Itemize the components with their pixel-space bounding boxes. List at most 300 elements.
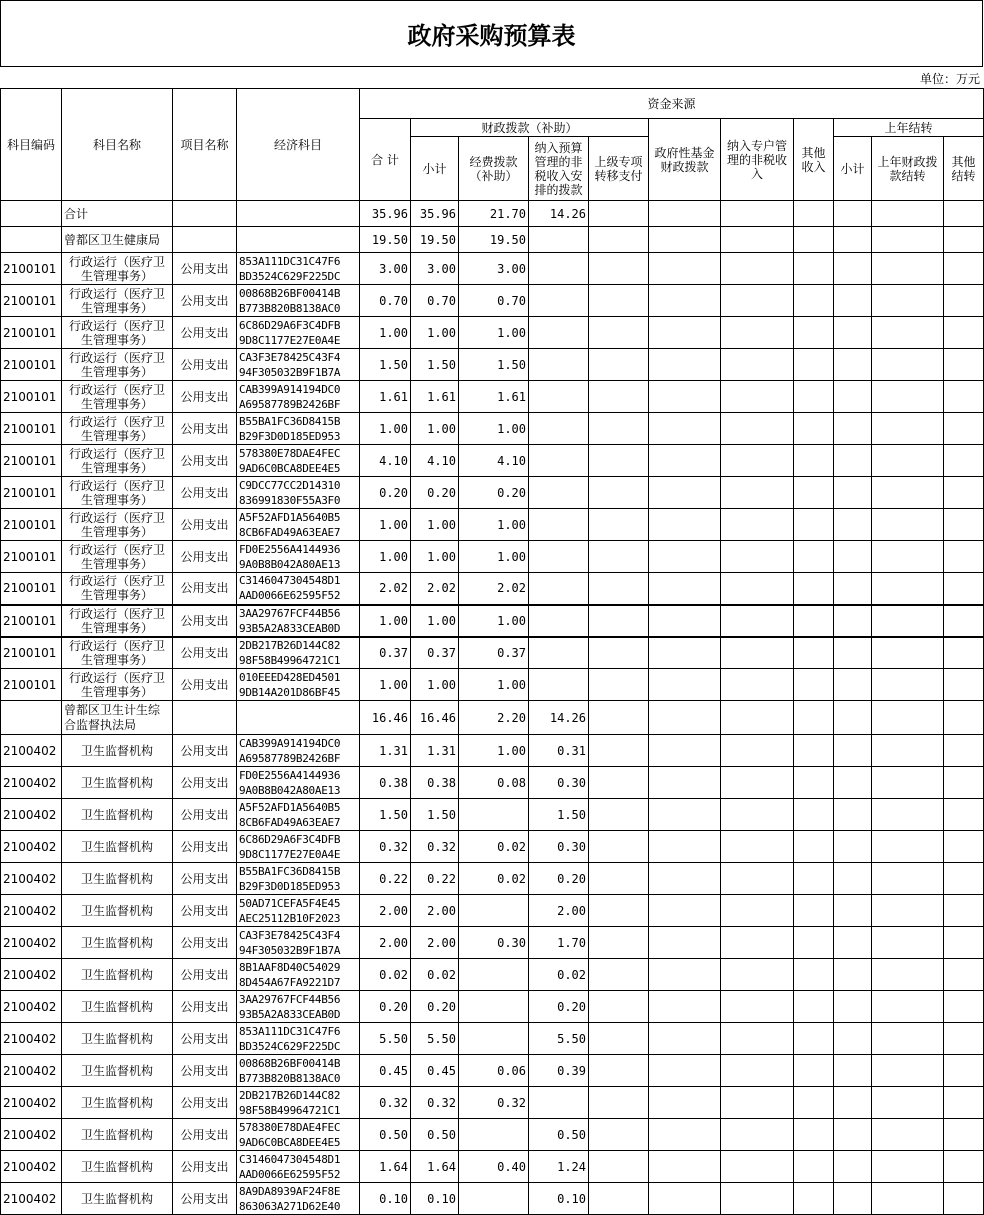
row-econ: C3146047304548D1 AAD0066E62595F52 [237,573,360,605]
header-code: 科目编码 [1,89,62,201]
table-row [1,735,984,767]
row-code: 2100101 [1,637,62,669]
row-project: 公用支出 [173,1119,237,1151]
row-code: 2100101 [1,317,62,349]
row-code: 2100402 [1,1151,62,1183]
row-code: 2100101 [1,285,62,317]
row-subtotal: 1.00 [411,509,459,541]
row-subtotal: 2.00 [411,927,459,959]
row-econ: CA3F3E78425C43F4 94F305032B9F1B7A [237,349,360,381]
row-subject: 行政运行（医疗卫生管理事务） [62,541,173,573]
row-econ: 6C86D29A6F3C4DFB 9D8C1177E27E0A4E [237,831,360,863]
row-project: 公用支出 [173,541,237,573]
row-nontax [529,317,589,349]
group-row [1,701,984,735]
total-row [1,201,984,227]
row-expense [459,991,529,1023]
row-nontax [529,477,589,509]
row-total: 1.00 [360,541,411,573]
table-row [1,285,984,317]
header-total: 合 计 [360,119,411,201]
row-nontax [529,637,589,669]
row-project: 公用支出 [173,1023,237,1055]
row-code: 2100101 [1,413,62,445]
row-nontax: 0.20 [529,863,589,895]
row-subject: 卫生监督机构 [62,767,173,799]
row-subject: 卫生监督机构 [62,1183,173,1215]
row-project: 公用支出 [173,477,237,509]
row-subtotal: 0.32 [411,1087,459,1119]
row-nontax [529,445,589,477]
row-nontax [529,349,589,381]
table-row [1,573,984,605]
row-subtotal: 0.45 [411,1055,459,1087]
row-econ: CA3F3E78425C43F4 94F305032B9F1B7A [237,927,360,959]
group-row [1,227,984,253]
row-subject: 行政运行（医疗卫生管理事务） [62,605,173,637]
row-code: 2100402 [1,1055,62,1087]
row-total: 5.50 [360,1023,411,1055]
row-nontax: 1.24 [529,1151,589,1183]
row-code: 2100402 [1,1183,62,1215]
row-project: 公用支出 [173,767,237,799]
header-nontax: 纳入预算管理的非税收入安排的拨款 [529,137,589,201]
row-code: 2100402 [1,799,62,831]
group-nontax [529,227,589,253]
row-subtotal: 2.00 [411,895,459,927]
group-name: 曾都区卫生健康局 [62,227,173,253]
row-total: 0.20 [360,477,411,509]
row-subject: 卫生监督机构 [62,895,173,927]
row-subtotal: 1.00 [411,317,459,349]
row-nontax [529,253,589,285]
row-subtotal: 0.38 [411,767,459,799]
table-row [1,541,984,573]
unit-label: 单位：万元 [919,72,980,86]
row-expense: 0.08 [459,767,529,799]
row-project: 公用支出 [173,637,237,669]
row-expense [459,1183,529,1215]
row-project: 公用支出 [173,669,237,701]
row-subtotal: 1.61 [411,381,459,413]
row-code: 2100101 [1,381,62,413]
row-project: 公用支出 [173,509,237,541]
row-total: 4.10 [360,445,411,477]
row-code: 2100402 [1,863,62,895]
row-econ: CAB399A914194DC0 A69587789B2426BF [237,735,360,767]
row-total: 0.22 [360,863,411,895]
row-expense: 2.02 [459,573,529,605]
row-subtotal: 1.50 [411,799,459,831]
row-total: 0.45 [360,1055,411,1087]
row-econ: 3AA29767FCF44B56 93B5A2A833CEAB0D [237,991,360,1023]
row-econ: 6C86D29A6F3C4DFB 9D8C1177E27E0A4E [237,317,360,349]
row-total: 0.37 [360,637,411,669]
row-total: 0.38 [360,767,411,799]
row-project: 公用支出 [173,573,237,605]
row-total: 1.50 [360,349,411,381]
row-nontax: 2.00 [529,895,589,927]
row-code: 2100402 [1,959,62,991]
row-project: 公用支出 [173,895,237,927]
table-row [1,637,984,669]
row-econ: 2DB217B26D144C82 98F58B49964721C1 [237,1087,360,1119]
table-row [1,1087,984,1119]
row-expense: 0.02 [459,863,529,895]
row-nontax: 1.50 [529,799,589,831]
header-govfund: 政府性基金财政拨款 [649,119,721,201]
row-subtotal: 0.10 [411,1183,459,1215]
row-total: 0.32 [360,1087,411,1119]
row-subtotal: 1.50 [411,349,459,381]
row-subject: 卫生监督机构 [62,831,173,863]
row-project: 公用支出 [173,605,237,637]
row-expense: 0.02 [459,831,529,863]
row-total: 1.00 [360,317,411,349]
header-other: 其他收入 [794,119,834,201]
table-row [1,413,984,445]
row-expense: 1.00 [459,735,529,767]
row-econ: 3AA29767FCF44B56 93B5A2A833CEAB0D [237,605,360,637]
row-total: 2.00 [360,895,411,927]
row-subtotal: 1.31 [411,735,459,767]
row-subtotal: 0.70 [411,285,459,317]
row-expense: 0.30 [459,927,529,959]
row-subtotal: 0.22 [411,863,459,895]
header-carry-subtotal: 小计 [834,137,872,201]
row-econ: B55BA1FC36D8415B B29F3D0D185ED953 [237,413,360,445]
row-code: 2100101 [1,669,62,701]
table-row [1,1023,984,1055]
row-expense: 0.20 [459,477,529,509]
row-nontax [529,1087,589,1119]
row-econ: 010EEED428ED4501 9DB14A201D86BF45 [237,669,360,701]
total-nontax: 14.26 [529,201,589,227]
row-subject: 行政运行（医疗卫生管理事务） [62,413,173,445]
row-nontax [529,573,589,605]
row-code: 2100101 [1,445,62,477]
header-special: 纳入专户管理的非税收入 [721,119,794,201]
row-econ: A5F52AFD1A5640B5 8CB6FAD49A63EAE7 [237,509,360,541]
row-econ: CAB399A914194DC0 A69587789B2426BF [237,381,360,413]
row-expense: 0.70 [459,285,529,317]
table-row [1,799,984,831]
row-code: 2100101 [1,253,62,285]
row-code: 2100101 [1,349,62,381]
row-subject: 行政运行（医疗卫生管理事务） [62,509,173,541]
total-subtotal: 35.96 [411,201,459,227]
row-project: 公用支出 [173,349,237,381]
row-code: 2100402 [1,895,62,927]
row-subject: 卫生监督机构 [62,1055,173,1087]
row-total: 1.31 [360,735,411,767]
row-subject: 卫生监督机构 [62,1119,173,1151]
table-row [1,927,984,959]
row-code: 2100101 [1,605,62,637]
row-subject: 行政运行（医疗卫生管理事务） [62,381,173,413]
row-code: 2100101 [1,477,62,509]
table-row [1,959,984,991]
row-econ: 00868B26BF00414B B773B820B8138AC0 [237,285,360,317]
row-nontax [529,413,589,445]
header-funds: 资金来源 [360,89,984,119]
row-subtotal: 0.20 [411,477,459,509]
row-expense: 0.37 [459,637,529,669]
row-econ: 853A111DC31C47F6 BD3524C629F225DC [237,1023,360,1055]
row-econ: B55BA1FC36D8415B B29F3D0D185ED953 [237,863,360,895]
row-project: 公用支出 [173,799,237,831]
table-row [1,509,984,541]
row-project: 公用支出 [173,991,237,1023]
table-row [1,445,984,477]
group-expense: 19.50 [459,227,529,253]
table-row [1,831,984,863]
row-subtotal: 0.02 [411,959,459,991]
row-project: 公用支出 [173,381,237,413]
row-project: 公用支出 [173,253,237,285]
group-expense: 2.20 [459,701,529,735]
row-subject: 卫生监督机构 [62,927,173,959]
row-econ: FD0E2556A4144936 9A0B8B042A80AE13 [237,541,360,573]
row-expense: 1.61 [459,381,529,413]
table-row [1,1183,984,1215]
row-expense: 0.06 [459,1055,529,1087]
row-subject: 行政运行（医疗卫生管理事务） [62,349,173,381]
row-econ: FD0E2556A4144936 9A0B8B042A80AE13 [237,767,360,799]
row-total: 1.64 [360,1151,411,1183]
row-subject: 行政运行（医疗卫生管理事务） [62,477,173,509]
row-nontax [529,285,589,317]
row-code: 2100101 [1,509,62,541]
row-subject: 卫生监督机构 [62,799,173,831]
row-subject: 卫生监督机构 [62,1151,173,1183]
row-total: 1.00 [360,413,411,445]
row-nontax: 0.30 [529,831,589,863]
row-subject: 行政运行（医疗卫生管理事务） [62,573,173,605]
row-code: 2100402 [1,767,62,799]
row-total: 0.70 [360,285,411,317]
row-econ: 2DB217B26D144C82 98F58B49964721C1 [237,637,360,669]
row-subtotal: 2.02 [411,573,459,605]
row-expense: 3.00 [459,253,529,285]
row-project: 公用支出 [173,959,237,991]
row-expense [459,959,529,991]
row-subject: 卫生监督机构 [62,1087,173,1119]
page-title: 政府采购预算表 [0,0,983,67]
row-subject: 卫生监督机构 [62,959,173,991]
row-project: 公用支出 [173,1183,237,1215]
header-carry: 上年结转 [834,119,984,137]
budget-table [0,88,984,1215]
row-econ: 853A111DC31C47F6 BD3524C629F225DC [237,253,360,285]
row-nontax: 0.39 [529,1055,589,1087]
row-subject: 卫生监督机构 [62,991,173,1023]
row-project: 公用支出 [173,1151,237,1183]
row-project: 公用支出 [173,1055,237,1087]
group-name: 曾都区卫生计生综合监督执法局 [62,701,173,735]
table-row [1,895,984,927]
header-carry-fiscal: 上年财政拨款结转 [872,137,944,201]
row-subject: 行政运行（医疗卫生管理事务） [62,637,173,669]
row-total: 1.61 [360,381,411,413]
row-nontax: 1.70 [529,927,589,959]
row-subject: 卫生监督机构 [62,735,173,767]
row-code: 2100402 [1,1119,62,1151]
header-fiscal: 财政拨款（补助） [411,119,649,137]
row-econ: 578380E78DAE4FEC 9AD6C0BCA8DEE4E5 [237,445,360,477]
row-expense [459,799,529,831]
group-total: 19.50 [360,227,411,253]
row-total: 1.50 [360,799,411,831]
row-subtotal: 1.00 [411,605,459,637]
row-subtotal: 0.50 [411,1119,459,1151]
row-expense: 0.40 [459,1151,529,1183]
row-expense: 1.00 [459,541,529,573]
row-expense: 1.00 [459,509,529,541]
row-expense: 1.00 [459,669,529,701]
budget-table-container [0,88,984,1215]
row-project: 公用支出 [173,413,237,445]
header-econ: 经济科目 [237,89,360,201]
row-nontax [529,509,589,541]
row-nontax: 0.02 [529,959,589,991]
row-total: 0.50 [360,1119,411,1151]
row-nontax: 0.50 [529,1119,589,1151]
row-project: 公用支出 [173,927,237,959]
table-row [1,317,984,349]
row-expense: 4.10 [459,445,529,477]
row-project: 公用支出 [173,863,237,895]
table-row [1,381,984,413]
row-project: 公用支出 [173,445,237,477]
row-expense [459,895,529,927]
group-subtotal: 16.46 [411,701,459,735]
row-expense [459,1023,529,1055]
row-subtotal: 1.00 [411,541,459,573]
row-total: 2.00 [360,927,411,959]
row-econ: C3146047304548D1 AAD0066E62595F52 [237,1151,360,1183]
row-subtotal: 1.00 [411,669,459,701]
row-total: 2.02 [360,573,411,605]
header-expense: 经费拨款（补助） [459,137,529,201]
row-subtotal: 0.37 [411,637,459,669]
row-subtotal: 0.32 [411,831,459,863]
row-code: 2100402 [1,831,62,863]
row-nontax: 0.20 [529,991,589,1023]
row-econ: C9DCC77CC2D14310 836991830F55A3F0 [237,477,360,509]
row-nontax: 0.31 [529,735,589,767]
row-expense: 1.00 [459,317,529,349]
row-total: 1.00 [360,509,411,541]
table-row [1,767,984,799]
header-project: 项目名称 [173,89,237,201]
row-nontax [529,381,589,413]
row-code: 2100402 [1,735,62,767]
row-total: 0.02 [360,959,411,991]
row-subtotal: 3.00 [411,253,459,285]
row-subject: 行政运行（医疗卫生管理事务） [62,669,173,701]
row-nontax: 0.30 [529,767,589,799]
row-expense: 1.00 [459,413,529,445]
table-row [1,991,984,1023]
row-code: 2100402 [1,991,62,1023]
row-code: 2100402 [1,1023,62,1055]
row-subtotal: 5.50 [411,1023,459,1055]
table-row [1,1151,984,1183]
row-subtotal: 1.00 [411,413,459,445]
row-subtotal: 0.20 [411,991,459,1023]
row-econ: 8B1AAF8D40C54029 8D454A67FA9221D7 [237,959,360,991]
row-subject: 行政运行（医疗卫生管理事务） [62,285,173,317]
group-subtotal: 19.50 [411,227,459,253]
row-subject: 行政运行（医疗卫生管理事务） [62,317,173,349]
row-total: 1.00 [360,669,411,701]
header-transfer: 上级专项转移支付 [589,137,649,201]
row-total: 0.10 [360,1183,411,1215]
row-nontax: 0.10 [529,1183,589,1215]
group-nontax: 14.26 [529,701,589,735]
header-subject: 科目名称 [62,89,173,201]
row-econ: 00868B26BF00414B B773B820B8138AC0 [237,1055,360,1087]
table-row [1,669,984,701]
total-expense: 21.70 [459,201,529,227]
row-expense: 1.00 [459,605,529,637]
row-expense: 1.50 [459,349,529,381]
row-nontax [529,669,589,701]
group-total: 16.46 [360,701,411,735]
row-subject: 卫生监督机构 [62,1023,173,1055]
table-row [1,863,984,895]
row-code: 2100402 [1,927,62,959]
row-econ: A5F52AFD1A5640B5 8CB6FAD49A63EAE7 [237,799,360,831]
row-code: 2100402 [1,1087,62,1119]
row-nontax [529,605,589,637]
row-subtotal: 1.64 [411,1151,459,1183]
row-nontax [529,541,589,573]
row-nontax: 5.50 [529,1023,589,1055]
header-subtotal: 小计 [411,137,459,201]
row-subject: 卫生监督机构 [62,863,173,895]
header-carry-other: 其他结转 [944,137,984,201]
row-subtotal: 4.10 [411,445,459,477]
row-expense: 0.32 [459,1087,529,1119]
table-row [1,1119,984,1151]
row-total: 0.20 [360,991,411,1023]
row-code: 2100101 [1,541,62,573]
total-value: 35.96 [360,201,411,227]
table-row [1,349,984,381]
row-expense [459,1119,529,1151]
row-total: 1.00 [360,605,411,637]
row-project: 公用支出 [173,831,237,863]
table-row [1,253,984,285]
row-econ: 8A9DA8939AF24F8E 863063A271D62E40 [237,1183,360,1215]
row-project: 公用支出 [173,1087,237,1119]
row-total: 0.32 [360,831,411,863]
row-econ: 50AD71CEFA5F4E45 AEC25112B10F2023 [237,895,360,927]
row-subject: 行政运行（医疗卫生管理事务） [62,253,173,285]
row-project: 公用支出 [173,317,237,349]
table-row [1,605,984,637]
row-code: 2100101 [1,573,62,605]
row-project: 公用支出 [173,735,237,767]
row-econ: 578380E78DAE4FEC 9AD6C0BCA8DEE4E5 [237,1119,360,1151]
row-project: 公用支出 [173,285,237,317]
table-row [1,477,984,509]
table-row [1,1055,984,1087]
row-subject: 行政运行（医疗卫生管理事务） [62,445,173,477]
row-total: 3.00 [360,253,411,285]
